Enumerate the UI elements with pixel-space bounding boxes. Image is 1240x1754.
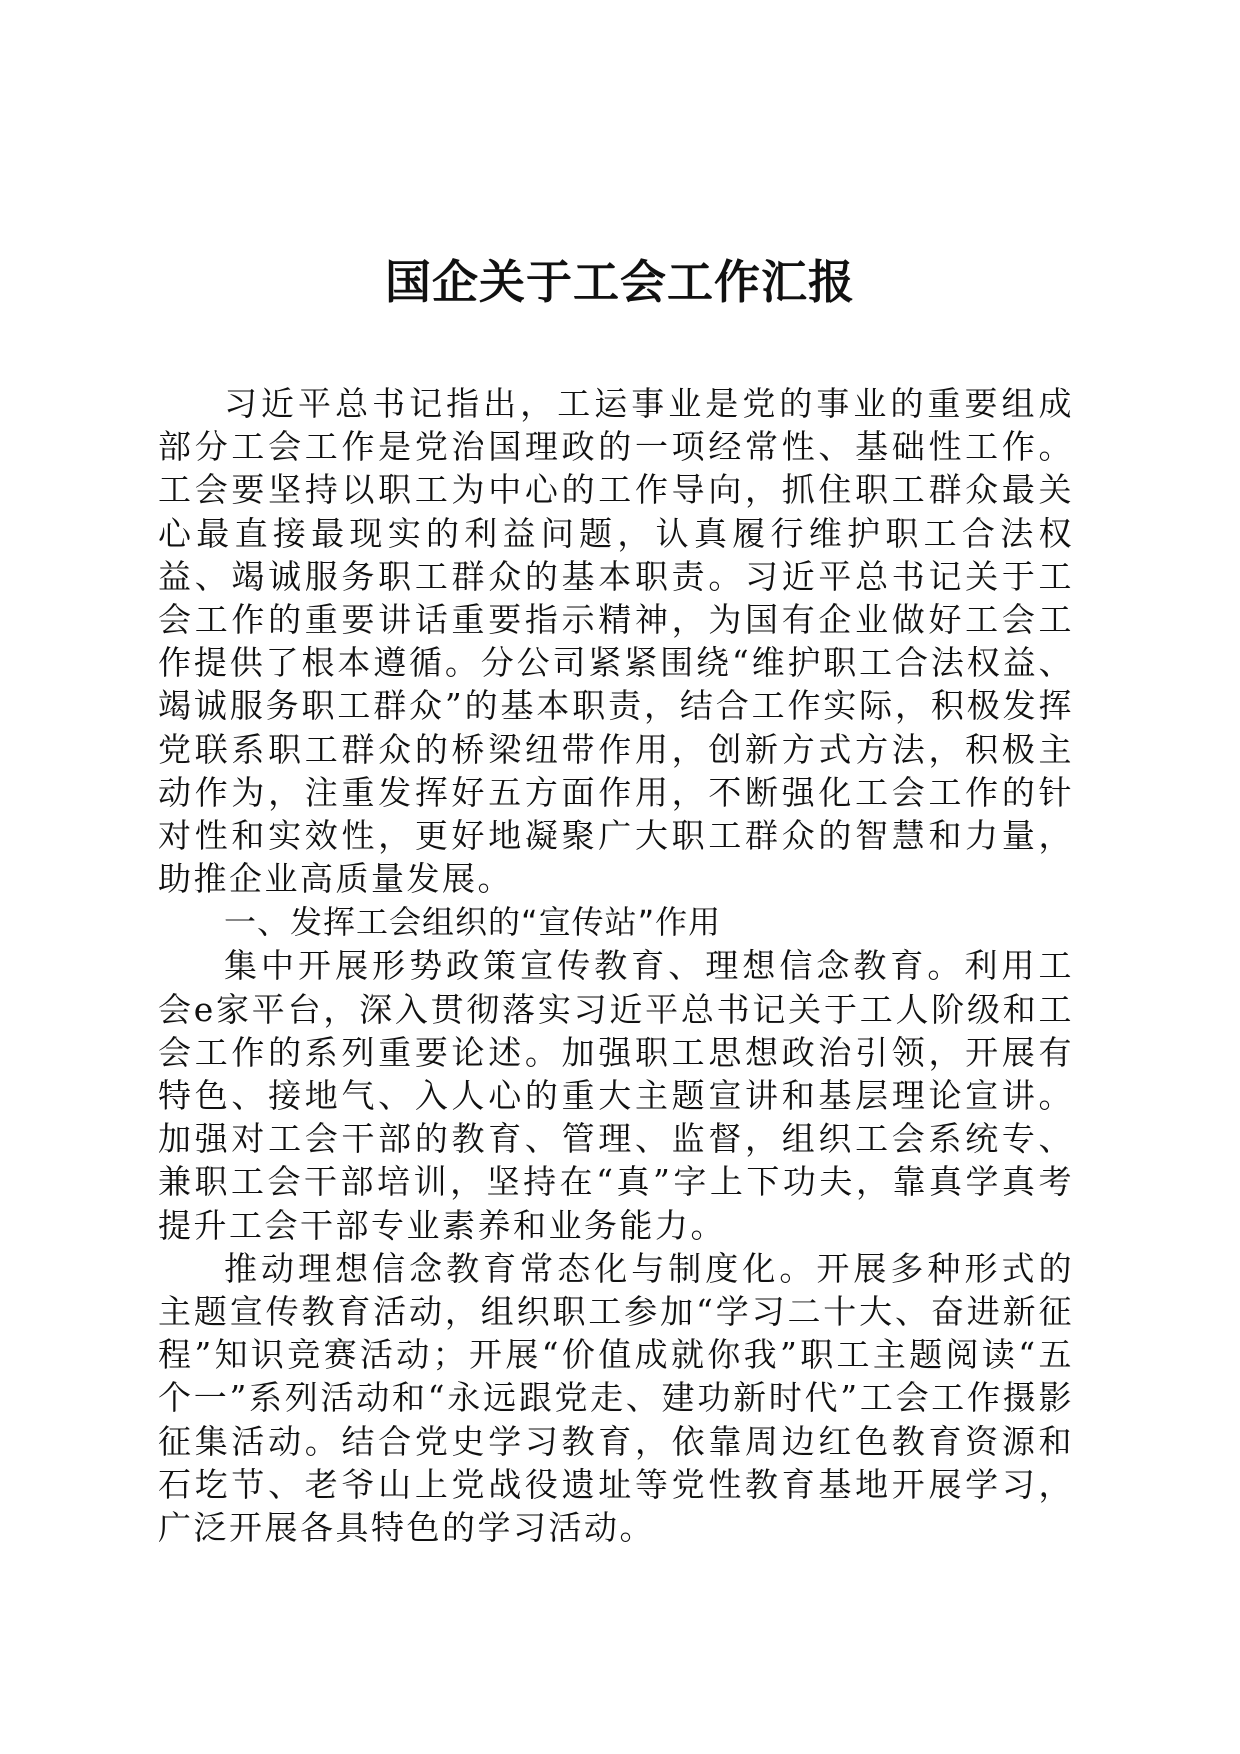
intro-paragraph: 习近平总书记指出，工运事业是党的事业的重要组成部分工会工作是党治国理政的一项经常性、基础性工作。工会要坚持以职工为中心的工作导向，抓住职工群众最关心最直接最现实的利益问题，认真履行维护职工合法权益、竭诚服务职工群众的基本职责。习近平总书记关于工会工作的重要讲话重要指示精神，为国有企业做好工会工作提供了根本遵循。分公司紧紧围绕“维护职工合法权益、竭诚服务职工群众”的基本职责，结合工作实际，积极发挥党联系职工群众的桥梁纽带作用，创新方式方法，积极主动作为，注重发挥好五方面作用，不断强化工会工作的针对性和实效性，更好地凝聚广大职工群众的智慧和力量，助推企业高质量发展。	[158, 384, 1074, 899]
document-body	[158, 382, 1074, 1549]
document-title: 国企关于工会工作汇报	[385, 255, 855, 309]
section-heading-1: 一、发挥工会组织的“宣传站”作用	[224, 903, 722, 942]
body-paragraph: 推动理想信念教育常态化与制度化。开展多种形式的主题宣传教育活动，组织职工参加“学习二十大、奋进新征程”知识竞赛活动；开展“价值成就你我”职工主题阅读“五个一”系列活动和“永远跟党走、建功新时代”工会工作摄影征集活动。结合党史学习教育，依靠周边红色教育资源和石圪节、老爷山上党战役遗址等党性教育基地开展学习，广泛开展各具特色的学习活动。	[158, 1248, 1074, 1548]
body-paragraph: 集中开展形势政策宣传教育、理想信念教育。利用工会e家平台，深入贯彻落实习近平总书记关于工人阶级和工会工作的系列重要论述。加强职工思想政治引领，开展有特色、接地气、入人心的重大主题宣讲和基层理论宣讲。加强对工会干部的教育、管理、监督，组织工会系统专、兼职工会干部培训，坚持在“真”字上下功夫，靠真学真考提升工会干部专业素养和业务能力。	[158, 946, 1074, 1245]
